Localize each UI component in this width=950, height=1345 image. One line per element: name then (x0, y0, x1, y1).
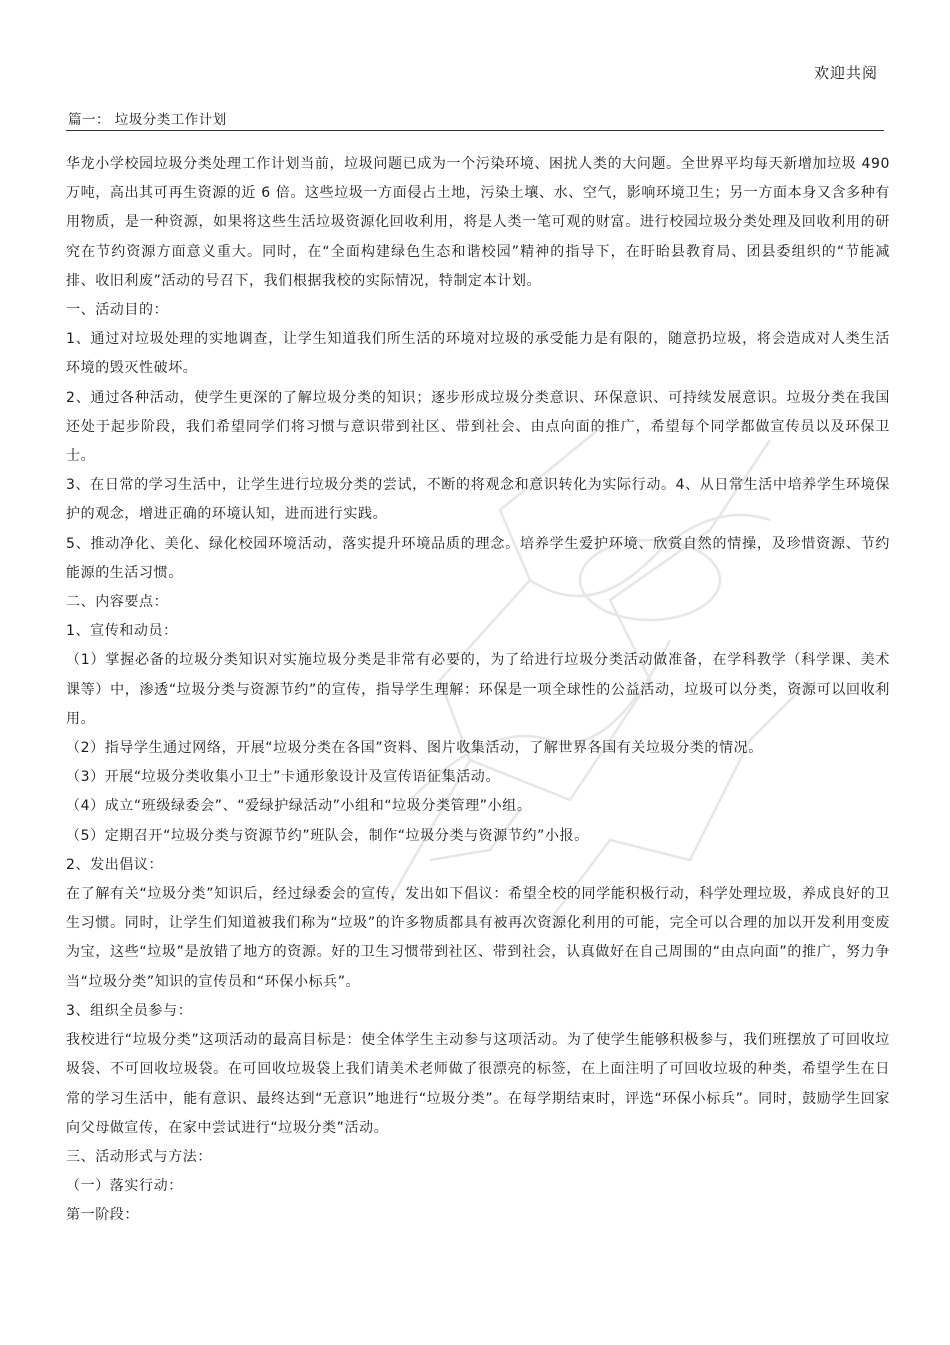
subsection-heading: 第一阶段： (66, 1207, 139, 1224)
subsection-heading: 1、宣传和动员： (66, 623, 178, 640)
list-item: 1、通过对垃圾处理的实地调查，让学生知道我们所生活的环境对垃圾的承受能力是有限的，随意扔垃圾，将会造成对人类生活环境的毁灭性破坏。 (66, 331, 890, 377)
list-item: 2、通过各种活动，使学生更深的了解垃圾分类的知识；逐步形成垃圾分类意识、环保意识、可持续发展意识。垃圾分类在我国还处于起步阶段，我们希望同学们将习惯与意识带到社区、带到社会、由点向面的推广，希望每个同学都做宣传员以及环保卫士。 (66, 389, 890, 465)
body-paragraph: 我校进行“垃圾分类”这项活动的最高目标是：使全体学生主动参与这项活动。为了使学生能够积极参与，我们班摆放了可回收垃圾袋、不可回收垃圾袋。在可回收垃圾袋上我们请美术老师做了很漂亮的标签，在上面注明了可回收垃圾的种类，希望学生在日常的学习生活中，能有意识、最终达到“无意识”地进行“垃圾分类”。在每学期结束时，评选“环保小标兵”。同时，鼓励学生回家向父母做宣传，在家中尝试进行“垃圾分类”活动。 (66, 1032, 890, 1136)
list-item: 3、在日常的学习生活中，让学生进行垃圾分类的尝试，不断的将观念和意识转化为实际行动。4、从日常生活中培养学生环境保护的观念，增进正确的环境认知，进而进行实践。 (66, 477, 890, 523)
subsection-heading: 3、组织全员参与： (66, 1002, 193, 1019)
section-heading: 三、活动形式与方法： (66, 1148, 212, 1165)
title-divider (66, 130, 884, 131)
section-heading: 一、活动目的： (66, 302, 169, 319)
intro-paragraph: 华龙小学校园垃圾分类处理工作计划当前，垃圾问题已成为一个污染环境、困扰人类的大问题。全世界平均每天新增加垃圾 490 万吨，高出其可再生资源的近 6 倍。这些垃圾一方面侵占土地，污染土壤、水、空气，影响环境卫生；另一方面本身又含多种有用物质，是一种资源，如果将这些生活垃圾资源化回收利用，将是人类一笔可观的财富。进行校园垃圾分类处理及回收利用的研究在节约资源方面意义重大。同时，在“全面构建绿色生态和谐校园”精神的指导下，在盱眙县教育局、团县委组织的“节能减排、收旧利废”活动的号召下，我们根据我校的实际情况，特制定本计划。 (66, 156, 890, 289)
list-item: 5、推动净化、美化、绿化校园环境活动，落实提升环境品质的理念。培养学生爱护环境、欣赏自然的情操，及珍惜资源、节约能源的生活习惯。 (66, 535, 890, 581)
list-item: （3）开展“垃圾分类收集小卫士”卡通形象设计及宣传语征集活动。 (66, 769, 501, 786)
subsection-heading: （一）落实行动： (66, 1178, 183, 1195)
list-item: （5）定期召开“垃圾分类与资源节约”班队会，制作“垃圾分类与资源节约”小报。 (66, 827, 589, 844)
list-item: （1）掌握必备的垃圾分类知识对实施垃圾分类是非常有必要的，为了给进行垃圾分类活动做准备，在学科教学（科学课、美术课等）中，渗透“垃圾分类与资源节约”的宣传，指导学生理解：环保是一项全球性的公益活动，垃圾可以分类，资源可以回收利用。 (66, 652, 890, 727)
body-paragraph: 在了解有关“垃圾分类”知识后，经过绿委会的宣传，发出如下倡议：希望全校的同学能积极行动，科学处理垃圾，养成良好的卫生习惯。同时，让学生们知道被我们称为“垃圾”的许多物质都具有被再次资源化利用的可能，完全可以合理的加以开发利用变废为宝，这些“垃圾”是放错了地方的资源。好的卫生习惯带到社区、带到社会，认真做好在自己周围的“由点向面”的推广，努力争当“垃圾分类”知识的宣传员和“环保小标兵”。 (66, 886, 890, 990)
list-item: （2）指导学生通过网络，开展“垃圾分类在各国”资料、图片收集活动，了解世界各国有关垃圾分类的情况。 (66, 740, 763, 757)
header-note: 欢迎共阅 (813, 64, 878, 82)
document-body (66, 150, 890, 1231)
subsection-heading: 2、发出倡议： (66, 856, 164, 873)
section-heading: 二、内容要点： (66, 594, 169, 611)
document-title: 篇一： 垃圾分类工作计划 (68, 112, 227, 128)
list-item: （4）成立“班级绿委会”、“爱绿护绿活动”小组和“垃圾分类管理”小组。 (66, 798, 532, 815)
